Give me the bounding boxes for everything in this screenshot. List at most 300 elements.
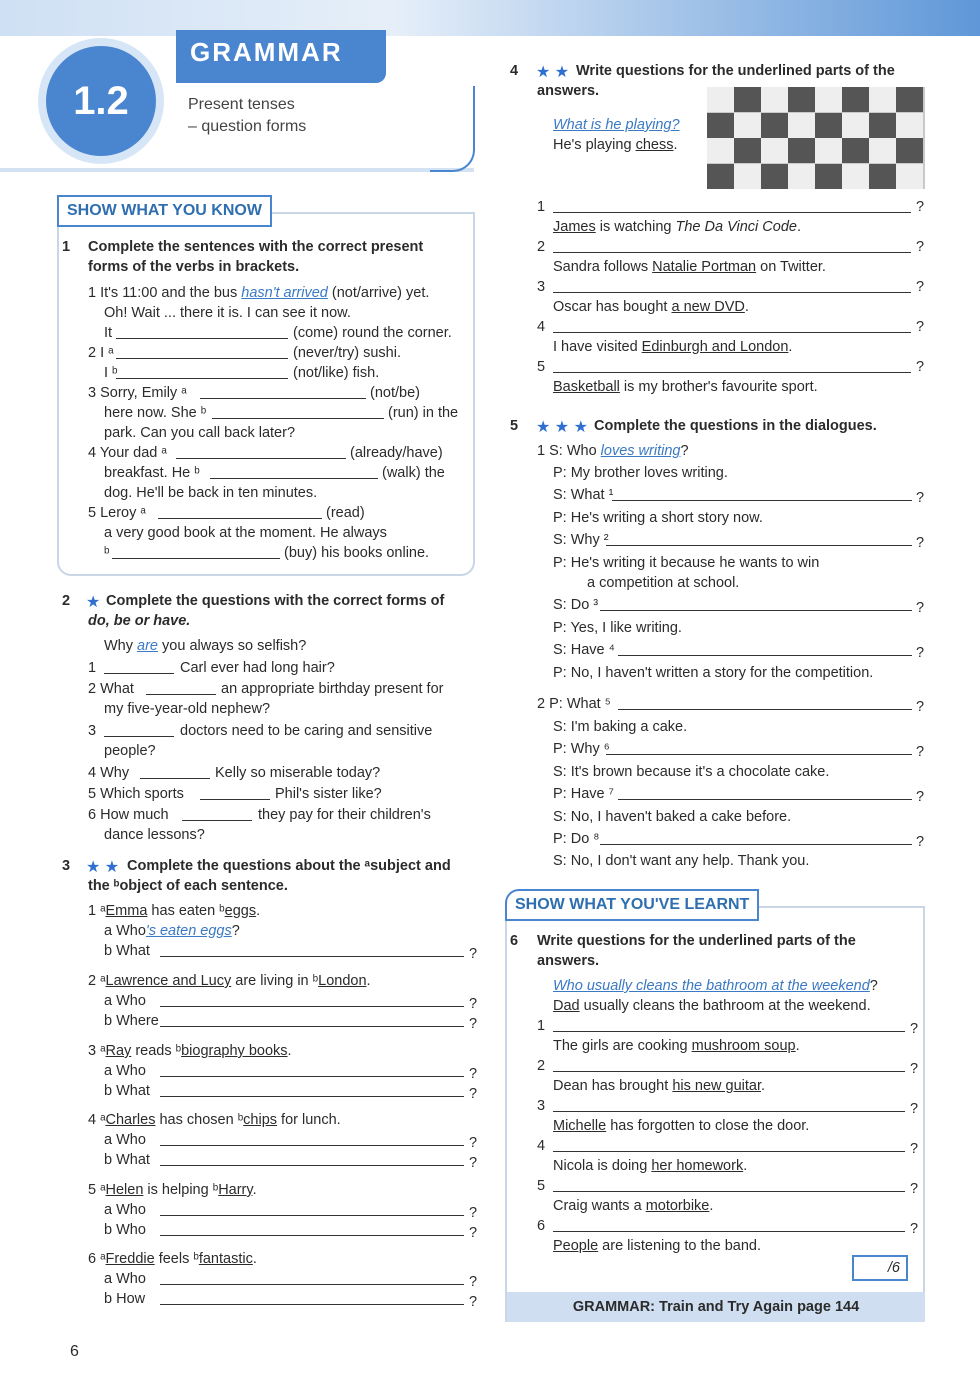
ex2-q2c: my five-year-old nephew? xyxy=(104,701,271,717)
ex5-dialogue-line: S: No, I don't want any help. Thank you. xyxy=(553,853,810,869)
chess-square xyxy=(734,138,761,163)
answer-blank[interactable] xyxy=(160,1152,464,1166)
chess-square xyxy=(869,87,896,112)
question-mark: ? xyxy=(469,1225,478,1241)
ex4-item-number: 5 xyxy=(537,359,546,375)
ex3-sentence-part: biography books xyxy=(181,1043,288,1059)
answer-blank[interactable] xyxy=(160,1291,464,1305)
ex3-prompt-b: b What xyxy=(104,1152,150,1168)
ex4-answer-part: James xyxy=(553,219,596,235)
subtitle-2: – question forms xyxy=(188,118,307,135)
ex3-prompt-a: a Who xyxy=(104,1202,146,1218)
ex1-l3b: (come) round the corner. xyxy=(293,325,452,341)
ex1-l6a: 3 Sorry, Emily ᵃ xyxy=(88,385,187,401)
ex3-sentence-part: 6 ᵃ xyxy=(88,1251,106,1267)
ex1-l7b: (run) in the xyxy=(388,405,459,421)
ex4-answer xyxy=(553,299,749,315)
ex1-l11: dog. He'll be back in ten minutes. xyxy=(104,485,318,501)
ex3-sentence-part: has eaten ᵇ xyxy=(147,903,225,919)
question-mark: ? xyxy=(916,239,925,255)
ex6-answer-part: Nicola is doing xyxy=(553,1158,652,1174)
answer-blank[interactable] xyxy=(618,696,912,710)
chess-square xyxy=(788,87,815,112)
ex2-q5a: 5 Which sports xyxy=(88,786,184,802)
ex6-example-question: Who usually cleans the bathroom at the weekend xyxy=(553,978,870,994)
subtitle-1: Present tenses xyxy=(188,96,295,113)
answer-blank[interactable] xyxy=(606,741,912,755)
question-mark: ? xyxy=(916,199,925,215)
ex6-item-number: 6 xyxy=(537,1218,546,1234)
ex3-qmark: ? xyxy=(231,923,240,939)
answer-blank[interactable] xyxy=(160,1063,464,1077)
star-icon: ★ xyxy=(86,594,101,611)
question-mark: ? xyxy=(469,996,478,1012)
ex1-l5b: (not/like) fish. xyxy=(293,365,380,381)
ex2-number: 2 xyxy=(62,593,71,609)
answer-blank[interactable] xyxy=(606,532,912,546)
ex4-answer-part: The Da Vinci Code xyxy=(675,219,797,235)
ex6-answer-part: her homework xyxy=(651,1158,744,1174)
ex5-dialogue-line: S: What ¹ xyxy=(553,487,614,503)
ex6-answer xyxy=(553,1118,809,1134)
answer-blank[interactable] xyxy=(160,1202,464,1216)
ex2-title-1: Complete the questions with the correct forms of xyxy=(106,593,445,609)
ex3-sentence-part: 5 ᵃ xyxy=(88,1182,106,1198)
ex5-dialogue-line: P: My brother loves writing. xyxy=(553,465,728,481)
chess-square xyxy=(815,113,842,138)
ex6-answer-part: motorbike xyxy=(645,1198,710,1214)
ex3-sentence-part: 1 ᵃ xyxy=(88,903,106,919)
answer-blank[interactable] xyxy=(140,765,210,779)
ex3-sentence-part: . xyxy=(252,1182,257,1198)
ex3-sentence-part: eggs xyxy=(224,903,257,919)
ex3-prompt-a: a Who xyxy=(104,993,146,1009)
chess-square xyxy=(707,138,734,163)
ex6-answer-part: has forgotten to close the door. xyxy=(606,1118,810,1134)
ex6-item-number: 5 xyxy=(537,1178,546,1194)
ex3-sentence-part: . xyxy=(256,903,261,919)
answer-blank[interactable] xyxy=(212,405,384,419)
ex2-q6b: they pay for their children's xyxy=(258,807,431,823)
ex4-title-1: Write questions for the underlined parts of the xyxy=(576,63,895,79)
ex4-example-answer-a: He's playing xyxy=(553,137,636,153)
answer-blank[interactable] xyxy=(618,786,912,800)
ex4-answer-part: I have visited xyxy=(553,339,642,355)
ex3-sentence-part: Emma xyxy=(105,903,148,919)
question-mark: ? xyxy=(469,1294,478,1310)
ex4-example-question: What is he playing? xyxy=(553,117,680,133)
question-mark: ? xyxy=(469,1016,478,1032)
question-mark: ? xyxy=(916,789,925,805)
ex5-dialogue-line: S: Do ³ xyxy=(553,597,599,613)
ex4-answer-part: Natalie Portman xyxy=(652,259,757,275)
ex6-answer-part: People xyxy=(553,1238,599,1254)
answer-blank[interactable] xyxy=(104,723,174,737)
score-box: /6 xyxy=(852,1255,908,1281)
ex3-prompt-b: b Where xyxy=(104,1013,159,1029)
star-icon: ★ ★ xyxy=(536,64,570,81)
ex3-prompt-b: b Who xyxy=(104,1222,146,1238)
ex4-answer-part: Basketball xyxy=(553,379,620,395)
ex1-l9b: (already/have) xyxy=(350,445,443,461)
answer-blank[interactable] xyxy=(553,1218,905,1232)
ex2-q6a: 6 How much xyxy=(88,807,169,823)
ex1-l4b: (never/try) sushi. xyxy=(293,345,401,361)
question-mark: ? xyxy=(916,319,925,335)
ex3-sentence-part: are living in ᵇ xyxy=(231,973,319,989)
chess-square xyxy=(869,138,896,163)
header-divider xyxy=(0,168,474,172)
ex6-item-number: 2 xyxy=(537,1058,546,1074)
answer-blank[interactable] xyxy=(618,642,912,656)
answer-blank[interactable] xyxy=(160,993,464,1007)
ex1-number: 1 xyxy=(62,239,71,255)
question-mark: ? xyxy=(469,1066,478,1082)
ex3-prompt-b: b What xyxy=(104,1083,150,1099)
ex6-title-2: answers. xyxy=(537,953,600,969)
question-mark: ? xyxy=(910,1021,919,1037)
question-mark: ? xyxy=(916,600,925,616)
ex1-title-1: Complete the sentences with the correct present xyxy=(88,239,424,255)
answer-blank[interactable] xyxy=(116,345,288,359)
question-mark: ? xyxy=(910,1061,919,1077)
answer-blank[interactable] xyxy=(146,681,216,695)
ex3-sentence-part: Harry xyxy=(218,1182,253,1198)
chess-square xyxy=(842,113,869,138)
answer-blank[interactable] xyxy=(116,325,288,339)
question-mark: ? xyxy=(916,834,925,850)
ex3-title-2: the ᵇobject of each sentence. xyxy=(88,878,288,894)
answer-blank[interactable] xyxy=(160,1271,464,1285)
ex2-q4b: Kelly so miserable today? xyxy=(215,765,381,781)
ex3-prompt-a: a Who xyxy=(104,923,146,939)
ex3-sentence-part: 3 ᵃ xyxy=(88,1043,106,1059)
header-curve xyxy=(430,86,475,172)
ex3-sentence-part: Helen xyxy=(105,1182,144,1198)
answer-blank[interactable] xyxy=(553,1138,905,1152)
ex6-item-number: 1 xyxy=(537,1018,546,1034)
ex5-dialogue-line: 2 P: What ⁵ xyxy=(537,696,611,712)
ex5-d1a: 1 S: Who xyxy=(537,443,601,459)
answer-blank[interactable] xyxy=(600,597,912,611)
ex2-q1a: 1 xyxy=(88,660,97,676)
ex4-answer-part: . xyxy=(796,219,801,235)
ex3-sentence xyxy=(88,1182,257,1198)
ex6-answer-part: The girls are cooking xyxy=(553,1038,692,1054)
ex5-number: 5 xyxy=(510,418,519,434)
question-mark: ? xyxy=(469,1086,478,1102)
chess-square xyxy=(869,113,896,138)
ex5-dialogue-line: P: Yes, I like writing. xyxy=(553,620,682,636)
ex1-l12b: (read) xyxy=(326,505,365,521)
ex5-dialogue-line: a competition at school. xyxy=(587,575,740,591)
ex3-sentence-part: reads ᵇ xyxy=(131,1043,182,1059)
question-mark: ? xyxy=(916,699,925,715)
ex6-answer xyxy=(553,1198,713,1214)
ex5-example-answer: loves writing xyxy=(600,443,681,459)
chess-square xyxy=(761,113,788,138)
ex4-number: 4 xyxy=(510,63,519,79)
question-mark: ? xyxy=(469,1274,478,1290)
answer-blank[interactable] xyxy=(176,445,346,459)
unit-badge: 1.2 xyxy=(46,46,156,156)
ex5-dialogue-line: P: No, I haven't written a story for the competition. xyxy=(553,665,874,681)
ex4-example-answer-b: chess xyxy=(635,137,674,153)
chess-square xyxy=(788,164,815,189)
ex1-l9a: 4 Your dad ᵃ xyxy=(88,445,167,461)
answer-blank[interactable] xyxy=(104,660,174,674)
ex3-sentence-part: . xyxy=(252,1251,257,1267)
ex1-l12a: 5 Leroy ᵃ xyxy=(88,505,146,521)
ex2-q4a: 4 Why xyxy=(88,765,130,781)
chess-square xyxy=(896,87,923,112)
question-mark: ? xyxy=(916,535,925,551)
ex4-answer-part: a new DVD xyxy=(671,299,745,315)
answer-blank[interactable] xyxy=(553,239,911,253)
chess-square xyxy=(734,164,761,189)
answer-blank[interactable] xyxy=(553,1178,905,1192)
ex4-answer-part: is my brother's favourite sport. xyxy=(619,379,818,395)
question-mark: ? xyxy=(910,1101,919,1117)
ex3-sentence-part: Ray xyxy=(105,1043,132,1059)
ex1-l14b: (buy) his books online. xyxy=(284,545,430,561)
ex5-dialogue-line: P: Do ⁸ xyxy=(553,831,600,847)
ex5-dialogue-line: P: Have ⁷ xyxy=(553,786,614,802)
answer-blank[interactable] xyxy=(160,1132,464,1146)
ex3-example-answer: 's eaten eggs xyxy=(145,923,232,939)
ex5-dialogue-line: P: He's writing it because he wants to win xyxy=(553,555,820,571)
ex2-q1b: Carl ever had long hair? xyxy=(180,660,335,676)
answer-blank[interactable] xyxy=(200,786,270,800)
chess-square xyxy=(815,138,842,163)
ex3-prompt-a: a Who xyxy=(104,1063,146,1079)
answer-blank[interactable] xyxy=(553,1018,905,1032)
question-mark: ? xyxy=(469,1155,478,1171)
ex3-sentence xyxy=(88,1251,257,1267)
chess-square xyxy=(815,164,842,189)
ex1-l5a: I ᵇ xyxy=(104,365,118,381)
question-mark: ? xyxy=(910,1181,919,1197)
answer-blank[interactable] xyxy=(160,943,464,957)
ex1-l8: park. Can you call back later? xyxy=(104,425,296,441)
show-what-you-know-label: SHOW WHAT YOU KNOW xyxy=(57,195,272,227)
ex5-title: Complete the questions in the dialogues. xyxy=(594,418,877,434)
star-icon: ★ ★ ★ xyxy=(536,419,588,436)
question-mark: ? xyxy=(916,490,925,506)
chess-square xyxy=(761,164,788,189)
question-mark: ? xyxy=(910,1141,919,1157)
question-mark: ? xyxy=(469,1135,478,1151)
chess-square xyxy=(707,164,734,189)
ex5-dialogue-line: P: He's writing a short story now. xyxy=(553,510,763,526)
answer-blank[interactable] xyxy=(182,807,252,821)
ex6-example-a: Dad xyxy=(553,998,580,1014)
answer-blank[interactable] xyxy=(553,1098,905,1112)
ex4-item-number: 3 xyxy=(537,279,546,295)
answer-blank[interactable] xyxy=(160,1222,464,1236)
ex3-sentence-part: Lawrence and Lucy xyxy=(105,973,232,989)
ex6-answer xyxy=(553,1038,800,1054)
answer-blank[interactable] xyxy=(553,1058,905,1072)
ex6-answer xyxy=(553,1158,747,1174)
ex2-q2a: 2 What xyxy=(88,681,134,697)
ex2-example-c: you always so selfish? xyxy=(162,638,307,654)
ex4-answer-part: . xyxy=(788,339,793,355)
ex3-sentence xyxy=(88,973,371,989)
chess-square xyxy=(896,113,923,138)
ex6-answer-part: . xyxy=(760,1078,766,1094)
ex2-title-2: do, be or have. xyxy=(88,613,191,629)
ex5-dialogue-line: S: No, I haven't baked a cake before. xyxy=(553,809,792,825)
chess-square xyxy=(842,164,869,189)
ex6-answer-part: Michelle xyxy=(553,1118,607,1134)
ex3-sentence-part: has chosen ᵇ xyxy=(155,1112,244,1128)
ex1-l1a: 1 It's 11:00 and the bus xyxy=(88,285,238,301)
ex4-answer-part: Sandra follows xyxy=(553,259,653,275)
ex2-q2b: an appropriate birthday present for xyxy=(221,681,444,697)
question-mark: ? xyxy=(916,744,925,760)
ex6-answer-part: . xyxy=(743,1158,748,1174)
chess-photo xyxy=(707,87,925,189)
question-mark: ? xyxy=(916,279,925,295)
ex2-example-answer: are xyxy=(137,638,158,654)
ex3-sentence-part: Freddie xyxy=(105,1251,155,1267)
ex6-answer-part: . xyxy=(709,1198,714,1214)
answer-blank[interactable] xyxy=(160,1083,464,1097)
ex1-l7a: here now. She ᵇ xyxy=(104,405,207,421)
ex6-example-b: usually cleans the bathroom at the weekend. xyxy=(579,998,871,1014)
ex6-item-number: 3 xyxy=(537,1098,546,1114)
ex1-l1c: (not/arrive) yet. xyxy=(331,285,430,301)
answer-blank[interactable] xyxy=(158,505,322,519)
chess-square xyxy=(896,164,923,189)
chess-square xyxy=(869,164,896,189)
ex4-item-number: 4 xyxy=(537,319,546,335)
ex6-answer-part: Dean has brought xyxy=(553,1078,673,1094)
chess-square xyxy=(788,113,815,138)
ex6-item-number: 4 xyxy=(537,1138,546,1154)
ex4-title-2: answers. xyxy=(537,83,600,99)
answer-blank[interactable] xyxy=(200,385,366,399)
ex6-answer-part: mushroom soup xyxy=(691,1038,796,1054)
chess-square xyxy=(734,87,761,112)
answer-blank[interactable] xyxy=(116,365,288,379)
ex1-example-answer: hasn't arrived xyxy=(241,285,328,301)
question-mark: ? xyxy=(910,1221,919,1237)
answer-blank[interactable] xyxy=(112,545,280,559)
ex5-d1c: ? xyxy=(680,443,689,459)
ex4-answer-part: is watching xyxy=(595,219,676,235)
chess-square xyxy=(707,87,734,112)
ex4-answer-part: Edinburgh and London xyxy=(641,339,789,355)
ex3-title-1: Complete the questions about the ᵃsubject and xyxy=(127,858,451,874)
ex3-row-a xyxy=(104,923,240,939)
ex3-sentence-part: London xyxy=(318,973,367,989)
ex2-q3c: people? xyxy=(104,743,156,759)
ex6-number: 6 xyxy=(510,933,519,949)
ex5-dialogue-line: P: Why ⁶ xyxy=(553,741,610,757)
ex1-l13: a very good book at the moment. He always xyxy=(104,525,387,541)
ex3-prompt-b: b What xyxy=(104,943,150,959)
ex1-l14a: ᵇ xyxy=(104,545,110,561)
ex6-title-1: Write questions for the underlined parts of the xyxy=(537,933,856,949)
section-title: GRAMMAR xyxy=(176,30,386,83)
ex5-dialogue-line: S: Why ² xyxy=(553,532,609,548)
ex3-sentence xyxy=(88,1112,341,1128)
ex3-sentence xyxy=(88,903,260,919)
ex1-l6b: (not/be) xyxy=(370,385,420,401)
ex3-sentence xyxy=(88,1043,292,1059)
answer-blank[interactable] xyxy=(210,465,378,479)
ex4-answer-part: Oscar has bought xyxy=(553,299,672,315)
ex4-answer xyxy=(553,379,818,395)
answer-blank[interactable] xyxy=(553,359,911,373)
ex3-sentence-part: . xyxy=(366,973,371,989)
ex2-q3b: doctors need to be caring and sensitive xyxy=(180,723,433,739)
ex4-answer xyxy=(553,339,792,355)
chess-square xyxy=(788,138,815,163)
ex4-item-number: 1 xyxy=(537,199,546,215)
ex3-sentence-part: 2 ᵃ xyxy=(88,973,106,989)
ex3-sentence-part: Charles xyxy=(105,1112,156,1128)
ex3-prompt-b: b How xyxy=(104,1291,146,1307)
question-mark: ? xyxy=(469,1205,478,1221)
ex3-sentence-part: chips xyxy=(243,1112,278,1128)
ex6-answer xyxy=(553,1078,765,1094)
ex3-sentence-part: 4 ᵃ xyxy=(88,1112,106,1128)
ex4-answer-part: . xyxy=(744,299,749,315)
ex1-l3a: It xyxy=(104,325,113,341)
answer-blank[interactable] xyxy=(553,279,911,293)
ex5-dialogue-line: S: Have ⁴ xyxy=(553,642,615,658)
ex2-q5b: Phil's sister like? xyxy=(275,786,382,802)
ex3-sentence-part: . xyxy=(287,1043,292,1059)
ex6-answer-part: Craig wants a xyxy=(553,1198,646,1214)
ex2-q3a: 3 xyxy=(88,723,97,739)
ex3-prompt-a: a Who xyxy=(104,1271,146,1287)
ex3-sentence-part: for lunch. xyxy=(277,1112,341,1128)
chess-square xyxy=(842,87,869,112)
question-mark: ? xyxy=(916,645,925,661)
answer-blank[interactable] xyxy=(553,199,911,213)
chess-square xyxy=(896,138,923,163)
answer-blank[interactable] xyxy=(553,319,911,333)
show-what-youve-learnt-label: SHOW WHAT YOU'VE LEARNT xyxy=(505,889,759,921)
ex3-sentence-part: is helping ᵇ xyxy=(143,1182,219,1198)
ex4-answer-part: on Twitter. xyxy=(756,259,826,275)
ex4-item-number: 2 xyxy=(537,239,546,255)
chess-square xyxy=(707,113,734,138)
question-mark: ? xyxy=(469,946,478,962)
ex4-answer xyxy=(553,259,826,275)
answer-blank[interactable] xyxy=(612,487,912,501)
answer-blank[interactable] xyxy=(600,831,912,845)
chess-square xyxy=(842,138,869,163)
chess-square xyxy=(761,87,788,112)
chess-square xyxy=(761,138,788,163)
ex1-l4a: 2 I ᵃ xyxy=(88,345,114,361)
answer-blank[interactable] xyxy=(160,1013,464,1027)
ex3-prompt-a: a Who xyxy=(104,1132,146,1148)
page-number: 6 xyxy=(70,1343,79,1360)
ex6-answer-part: are listening to the band. xyxy=(598,1238,761,1254)
ex6-answer xyxy=(553,1238,761,1254)
ex3-number: 3 xyxy=(62,858,71,874)
ex1-title-2: forms of the verbs in brackets. xyxy=(88,259,300,275)
ex1-l10b: (walk) the xyxy=(382,465,445,481)
chess-square xyxy=(734,113,761,138)
ex5-dialogue-line: S: It's brown because it's a chocolate cake. xyxy=(553,764,830,780)
